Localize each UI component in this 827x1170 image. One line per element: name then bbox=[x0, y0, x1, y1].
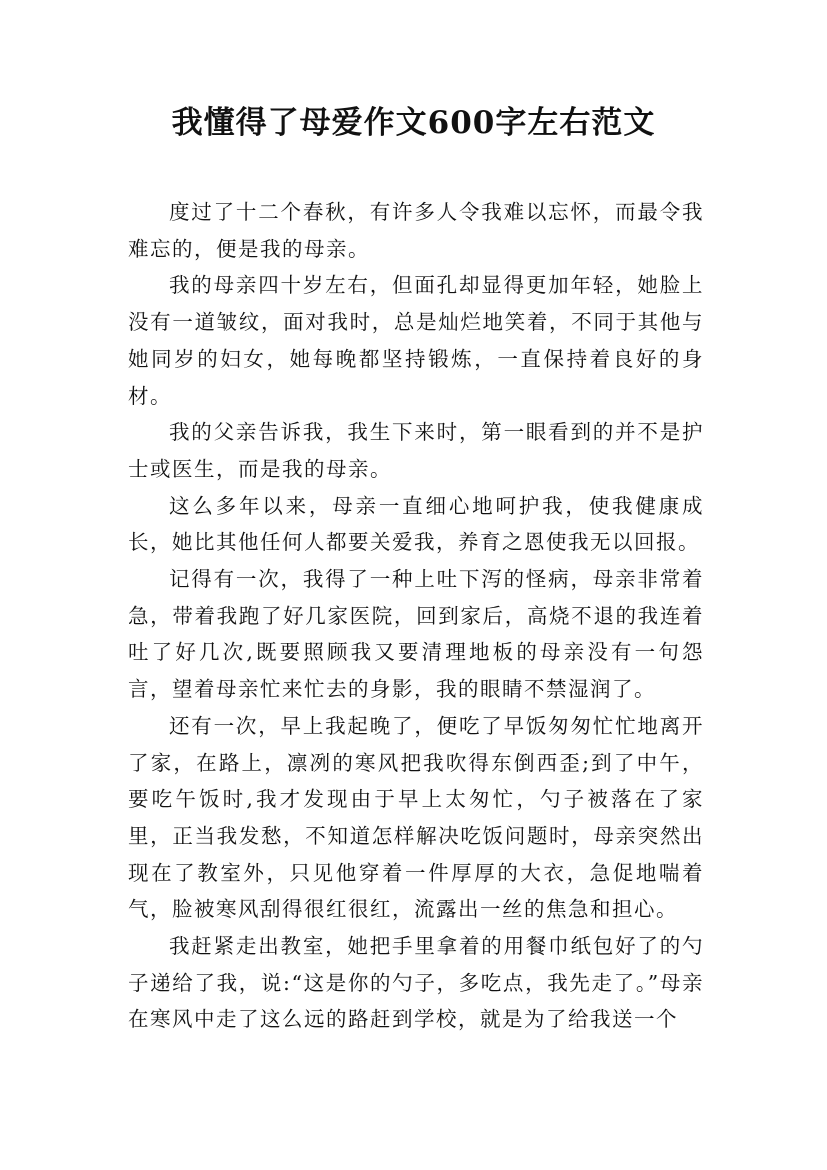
document-body bbox=[128, 194, 704, 1038]
paragraph-4: 这么多年以来，母亲一直细心地呵护我，使我健康成长，她比其他任何人都要关爱我，养育之恩使我无以回报。 bbox=[128, 493, 704, 555]
paragraph-5: 记得有一次，我得了一种上吐下泻的怪病，母亲非常着急，带着我跑了好几家医院，回到家后，高烧不退的我连着吐了好几次,既要照顾我又要清理地板的母亲没有一句怨言，望着母亲忙来忙去的身影，我的眼睛不禁湿润了。 bbox=[128, 567, 704, 702]
paragraph-6: 还有一次，早上我起晚了，便吃了早饭匆匆忙忙地离开了家，在路上，凛冽的寒风把我吹得东倒西歪;到了中午，要吃午饭时,我才发现由于早上太匆忙，勺子被落在了家里，正当我发愁，不知道怎样解决吃饭问题时，母亲突然出现在了教室外，只见他穿着一件厚厚的大衣，急促地喘着气，脸被寒风刮得很红很红，流露出一丝的焦急和担心。 bbox=[128, 713, 704, 922]
paragraph-3: 我的父亲告诉我，我生下来时，第一眼看到的并不是护士或医生，而是我的母亲。 bbox=[128, 420, 704, 481]
document-title: 我懂得了母爱作文600字左右范文 bbox=[171, 105, 656, 141]
paragraph-1: 度过了十二个春秋，有许多人令我难以忘怀，而最令我难忘的，便是我的母亲。 bbox=[128, 200, 704, 261]
paragraph-7: 我赶紧走出教室，她把手里拿着的用餐巾纸包好了的勺子递给了我，说:“这是你的勺子，多吃点，我先走了。”母亲在寒风中走了这么远的路赶到学校，就是为了给我送一个 bbox=[128, 934, 704, 1032]
paragraph-2: 我的母亲四十岁左右，但面孔却显得更加年轻，她脸上没有一道皱纹，面对我时，总是灿烂地笑着，不同于其他与她同岁的妇女，她每晚都坚持锻炼，一直保持着良好的身材。 bbox=[128, 273, 704, 408]
